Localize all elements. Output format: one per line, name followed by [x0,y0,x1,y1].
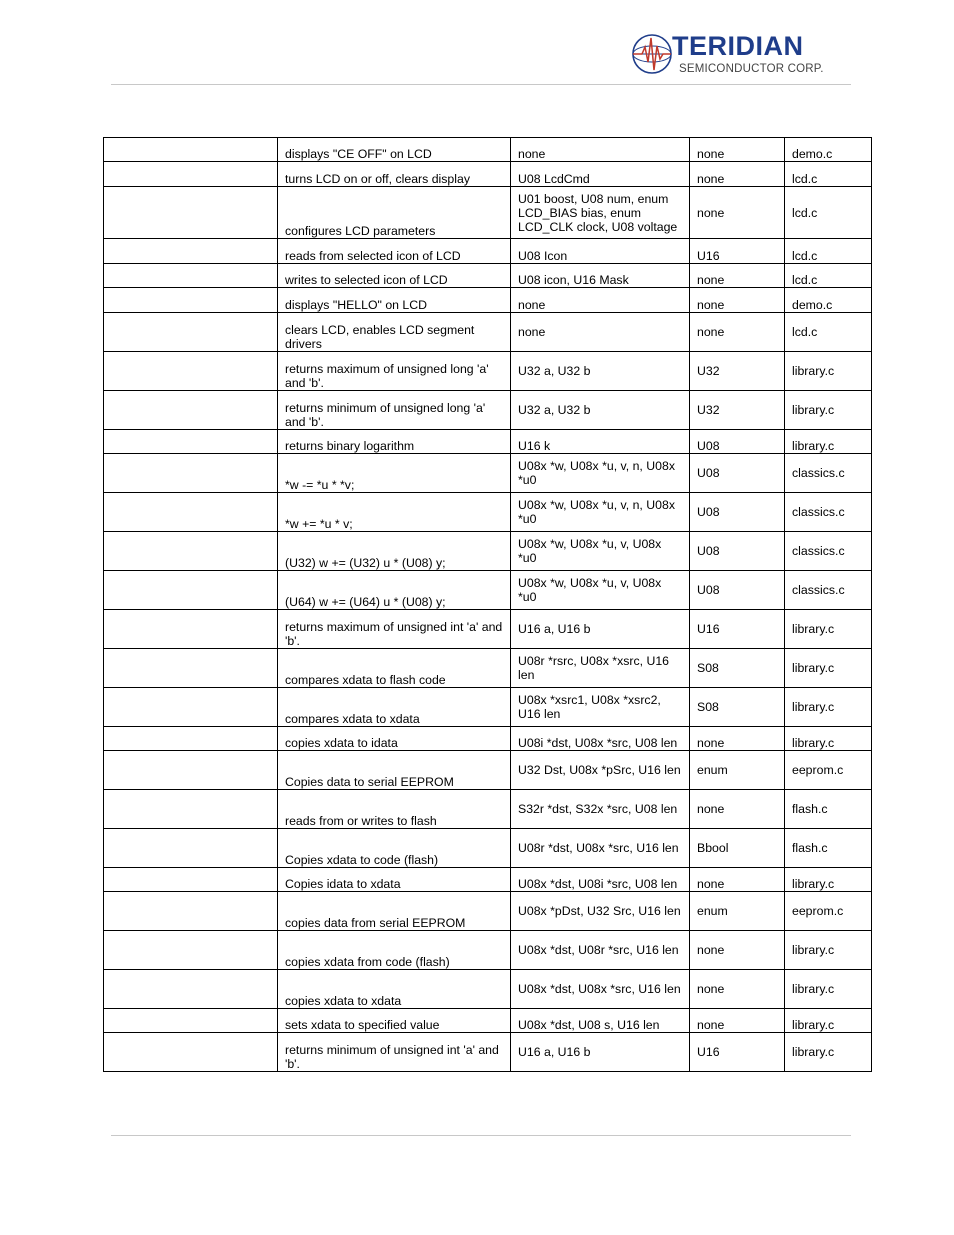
parameters-cell: U16 a, U16 b [511,610,690,649]
return-type-cell: U08 [690,571,785,610]
return-type-cell: none [690,288,785,313]
table-row [104,138,872,162]
source-file-cell: library.c [785,688,872,727]
return-type-cell: U16 [690,239,785,264]
parameters-cell: U16 k [511,430,690,454]
function-name-cell [104,532,278,571]
source-file-cell: lcd.c [785,187,872,239]
source-file-cell: library.c [785,391,872,430]
table-row [104,751,872,790]
description-cell: (U32) w += (U32) u * (U08) y; [278,532,511,571]
parameters-cell: U08x *w, U08x *u, v, U08x *u0 [511,532,690,571]
parameters-cell: U08x *pDst, U32 Src, U16 len [511,892,690,931]
footer-divider [111,1135,851,1136]
return-type-cell: none [690,187,785,239]
description-cell: copies data from serial EEPROM [278,892,511,931]
source-file-cell: library.c [785,649,872,688]
source-file-cell: lcd.c [785,313,872,352]
parameters-cell: U08 Icon [511,239,690,264]
parameters-cell: U32 Dst, U08x *pSrc, U16 len [511,751,690,790]
parameters-cell: none [511,138,690,162]
function-name-cell [104,264,278,288]
parameters-cell: U08x *dst, U08x *src, U16 len [511,970,690,1009]
parameters-cell: U08x *dst, U08i *src, U08 len [511,868,690,892]
source-file-cell: library.c [785,868,872,892]
return-type-cell: S08 [690,688,785,727]
description-cell: displays "CE OFF" on LCD [278,138,511,162]
source-file-cell: library.c [785,352,872,391]
return-type-cell: none [690,790,785,829]
return-type-cell: none [690,1009,785,1033]
return-type-cell: U08 [690,532,785,571]
description-cell: returns maximum of unsigned long 'a' and 'b'. [278,352,511,391]
description-cell: returns maximum of unsigned int 'a' and 'b'. [278,610,511,649]
return-type-cell: none [690,264,785,288]
source-file-cell: eeprom.c [785,751,872,790]
source-file-cell: library.c [785,1033,872,1072]
source-file-cell: eeprom.c [785,892,872,931]
return-type-cell: U32 [690,391,785,430]
table-row [104,391,872,430]
table-row [104,430,872,454]
description-cell: reads from selected icon of LCD [278,239,511,264]
parameters-cell: U08r *rsrc, U08x *xsrc, U16 len [511,649,690,688]
description-cell: copies xdata to idata [278,727,511,751]
description-cell: Copies data to serial EEPROM [278,751,511,790]
function-name-cell [104,829,278,868]
return-type-cell: none [690,931,785,970]
function-name-cell [104,239,278,264]
table-row [104,790,872,829]
return-type-cell: U16 [690,610,785,649]
description-cell: (U64) w += (U64) u * (U08) y; [278,571,511,610]
table-row [104,649,872,688]
function-table [103,137,872,1072]
function-name-cell [104,970,278,1009]
source-file-cell: lcd.c [785,264,872,288]
parameters-cell: U08 LcdCmd [511,162,690,187]
function-name-cell [104,1033,278,1072]
description-cell: copies xdata to xdata [278,970,511,1009]
source-file-cell: library.c [785,970,872,1009]
return-type-cell: none [690,313,785,352]
source-file-cell: flash.c [785,829,872,868]
return-type-cell: U08 [690,430,785,454]
function-name-cell [104,187,278,239]
description-cell: returns minimum of unsigned int 'a' and 'b'. [278,1033,511,1072]
table-row [104,688,872,727]
description-cell: *w -= *u * *v; [278,454,511,493]
parameters-cell: U08x *dst, U08 s, U16 len [511,1009,690,1033]
source-file-cell: library.c [785,610,872,649]
function-name-cell [104,1009,278,1033]
description-cell: turns LCD on or off, clears display [278,162,511,187]
parameters-cell: none [511,288,690,313]
description-cell: *w += *u * v; [278,493,511,532]
source-file-cell: classics.c [785,454,872,493]
description-cell: configures LCD parameters [278,187,511,239]
parameters-cell: U16 a, U16 b [511,1033,690,1072]
source-file-cell: flash.c [785,790,872,829]
description-cell: compares xdata to flash code [278,649,511,688]
parameters-cell: U08x *xsrc1, U08x *xsrc2, U16 len [511,688,690,727]
return-type-cell: none [690,162,785,187]
table-row [104,892,872,931]
table-row [104,868,872,892]
function-name-cell [104,649,278,688]
table-row [104,162,872,187]
parameters-cell: U08x *w, U08x *u, v, n, U08x *u0 [511,454,690,493]
description-cell: displays "HELLO" on LCD [278,288,511,313]
table-row [104,970,872,1009]
table-row [104,1009,872,1033]
return-type-cell: U08 [690,454,785,493]
function-name-cell [104,162,278,187]
description-cell: clears LCD, enables LCD segment drivers [278,313,511,352]
return-type-cell: enum [690,892,785,931]
function-name-cell [104,454,278,493]
source-file-cell: library.c [785,1009,872,1033]
table-row [104,610,872,649]
source-file-cell: library.c [785,727,872,751]
function-name-cell [104,288,278,313]
description-cell: writes to selected icon of LCD [278,264,511,288]
description-cell: sets xdata to specified value [278,1009,511,1033]
function-name-cell [104,430,278,454]
table-row [104,931,872,970]
table-row [104,493,872,532]
parameters-cell: U08x *w, U08x *u, v, U08x *u0 [511,571,690,610]
table-row [104,454,872,493]
table-row [104,313,872,352]
return-type-cell: none [690,138,785,162]
source-file-cell: library.c [785,430,872,454]
function-table-body [104,138,872,1072]
source-file-cell: classics.c [785,532,872,571]
parameters-cell: U08x *w, U08x *u, v, n, U08x *u0 [511,493,690,532]
teridian-logo-mark-icon [630,32,674,76]
parameters-cell: U32 a, U32 b [511,352,690,391]
function-name-cell [104,892,278,931]
parameters-cell: U08 icon, U16 Mask [511,264,690,288]
function-name-cell [104,571,278,610]
source-file-cell: library.c [785,931,872,970]
function-name-cell [104,610,278,649]
function-name-cell [104,727,278,751]
source-file-cell: classics.c [785,493,872,532]
table-row [104,829,872,868]
return-type-cell: none [690,727,785,751]
parameters-cell: U08r *dst, U08x *src, U16 len [511,829,690,868]
table-row [104,1033,872,1072]
parameters-cell: none [511,313,690,352]
function-name-cell [104,868,278,892]
description-cell: Copies xdata to code (flash) [278,829,511,868]
description-cell: Copies idata to xdata [278,868,511,892]
function-name-cell [104,391,278,430]
table-row [104,239,872,264]
function-name-cell [104,751,278,790]
description-cell: copies xdata from code (flash) [278,931,511,970]
function-name-cell [104,138,278,162]
description-cell: compares xdata to xdata [278,688,511,727]
logo-wordmark: TERIDIAN [672,31,804,61]
table-row [104,571,872,610]
source-file-cell: lcd.c [785,162,872,187]
return-type-cell: S08 [690,649,785,688]
source-file-cell: demo.c [785,138,872,162]
function-name-cell [104,493,278,532]
teridian-logo [630,32,830,78]
table-row [104,264,872,288]
parameters-cell: U08i *dst, U08x *src, U08 len [511,727,690,751]
table-row [104,352,872,391]
return-type-cell: enum [690,751,785,790]
function-name-cell [104,352,278,391]
return-type-cell: none [690,868,785,892]
return-type-cell: none [690,970,785,1009]
description-cell: returns minimum of unsigned long 'a' and 'b'. [278,391,511,430]
return-type-cell: U08 [690,493,785,532]
return-type-cell: U32 [690,352,785,391]
description-cell: returns binary logarithm [278,430,511,454]
return-type-cell: Bbool [690,829,785,868]
source-file-cell: classics.c [785,571,872,610]
return-type-cell: U16 [690,1033,785,1072]
table-row [104,187,872,239]
table-row [104,727,872,751]
table-row [104,288,872,313]
function-name-cell [104,931,278,970]
parameters-cell: S32r *dst, S32x *src, U08 len [511,790,690,829]
logo-subtitle: SEMICONDUCTOR CORP. [679,63,824,75]
parameters-cell: U01 boost, U08 num, enum LCD_BIAS bias, enum LCD_CLK clock, U08 voltage [511,187,690,239]
function-name-cell [104,688,278,727]
description-cell: reads from or writes to flash [278,790,511,829]
header-divider [111,84,851,85]
parameters-cell: U32 a, U32 b [511,391,690,430]
source-file-cell: lcd.c [785,239,872,264]
parameters-cell: U08x *dst, U08r *src, U16 len [511,931,690,970]
table-row [104,532,872,571]
function-name-cell [104,313,278,352]
source-file-cell: demo.c [785,288,872,313]
function-name-cell [104,790,278,829]
